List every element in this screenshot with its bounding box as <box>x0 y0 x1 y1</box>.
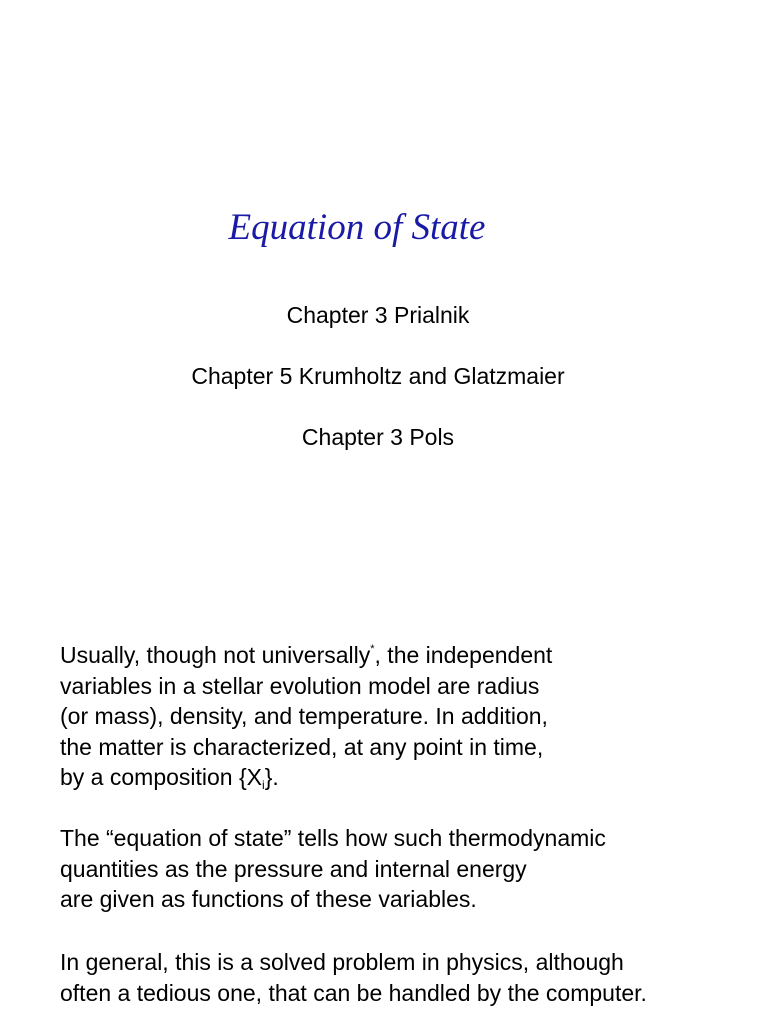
subscript-index: i <box>262 778 265 792</box>
reference-krumholtz-glatzmaier: Chapter 5 Krumholtz and Glatzmaier <box>191 363 565 389</box>
paragraph-line: (or mass), density, and temperature. In addition, <box>60 703 548 729</box>
slide-title: Equation of State <box>228 207 486 248</box>
paragraph-line <box>60 640 760 671</box>
paragraph-line: In general, this is a solved problem in physics, although <box>60 949 624 975</box>
reference-prialnik: Chapter 3 Prialnik <box>286 302 470 328</box>
text-span: Usually, though not universally <box>60 642 371 668</box>
paragraph-line: variables in a stellar evolution model are radius <box>60 672 540 699</box>
text-span: }. <box>264 764 279 790</box>
paragraph-line: often a tedious one, that can be handled by the computer. <box>60 979 647 1006</box>
paragraph-equation-of-state-definition <box>60 823 760 915</box>
paragraph-line: quantities as the pressure and internal energy <box>60 855 527 882</box>
paragraph-independent-variables <box>60 640 760 793</box>
footnote-mark: * <box>370 643 375 655</box>
paragraph-line: the matter is characterized, at any point in time, <box>60 733 544 760</box>
text-span: , the independent <box>374 642 553 668</box>
paragraph-solved-problem <box>60 947 760 1008</box>
paragraph-line: are given as functions of these variables. <box>60 886 477 912</box>
paragraph-line <box>60 762 760 793</box>
reference-pols: Chapter 3 Pols <box>301 424 455 450</box>
paragraph-line: The “equation of state” tells how such thermodynamic <box>60 825 606 851</box>
text-span: by a composition {X <box>60 764 263 790</box>
